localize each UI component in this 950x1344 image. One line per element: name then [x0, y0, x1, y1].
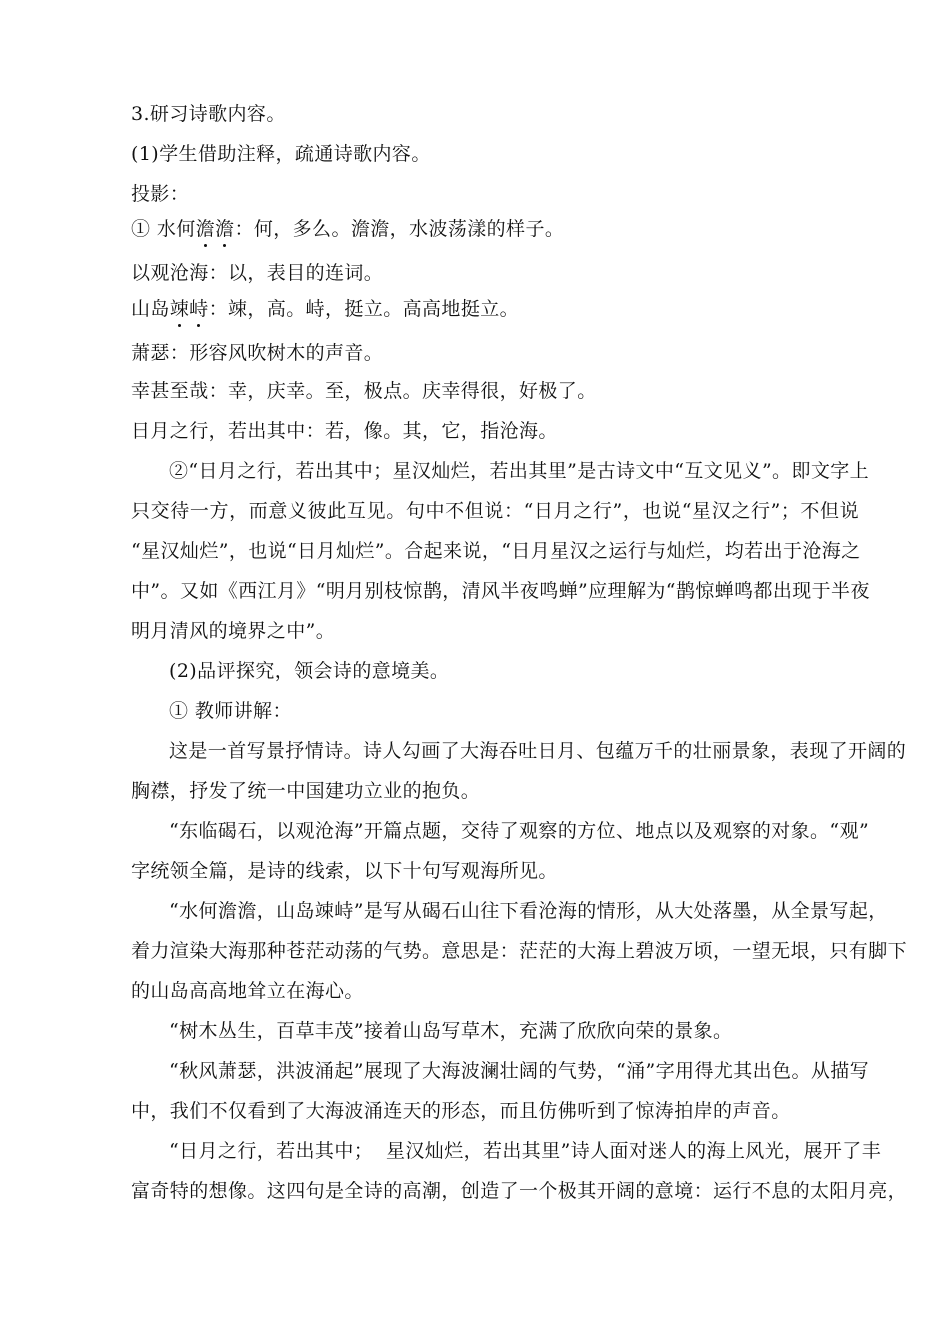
- paragraph-line: “水何澹澹，山岛竦峙”是写从碣石山往下看沧海的情形，从大处落墨，从全景写起，: [169, 900, 888, 922]
- paragraph-line: 着力渲染大海那种苍茫动荡的气势。意思是：茫茫的大海上碧波万顷，一望无垠，只有脚下: [131, 940, 908, 962]
- dotted-char: 峙: [189, 298, 209, 320]
- paragraph-line: “秋风萧瑟，洪波涌起”展现了大海波澜壮阔的气势，“涌”字用得尤其出色。从描写: [169, 1060, 870, 1082]
- subsection-heading: (2)品评探究，领会诗的意境美。: [169, 660, 450, 682]
- subsection-heading: (1)学生借助注释，疏通诗歌内容。: [131, 143, 431, 165]
- annotation-line: 以观沧海：以，表目的连词。: [131, 262, 384, 284]
- annotation-text: ：竦，高。峙，挺立。高高地挺立。: [208, 298, 520, 320]
- paragraph-line: “树木丛生，百草丰茂”接着山岛写草木，充满了欣欣向荣的景象。: [169, 1020, 733, 1042]
- paragraph-line: ②“日月之行，若出其中；星汉灿烂，若出其里”是古诗文中“互文见义”。即文字上: [169, 460, 870, 482]
- annotation-line: 日月之行，若出其中：若，像。其，它，指沧海。: [131, 420, 558, 442]
- annotation-line: [131, 218, 564, 240]
- annotation-text: ：何，多么。澹澹，水波荡漾的样子。: [234, 218, 565, 240]
- annotation-line: 幸甚至哉：幸，庆幸。至，极点。庆幸得很，好极了。: [131, 380, 597, 402]
- paragraph-line: 的山岛高高地耸立在海心。: [131, 980, 364, 1002]
- teacher-explain-label: ① 教师讲解：: [169, 700, 292, 722]
- annotation-prefix: 山岛: [131, 298, 170, 320]
- dotted-char: 澹: [195, 218, 216, 240]
- paragraph-line: 字统领全篇，是诗的线索，以下十句写观海所见。: [131, 860, 558, 882]
- paragraph-line: “星汉灿烂”，也说“日月灿烂”。合起来说，“日月星汉之运行与灿烂，均若出于沧海之: [131, 540, 861, 562]
- paragraph-line: “东临碣石，以观沧海”开篇点题，交待了观察的方位、地点以及观察的对象。“观”: [169, 820, 870, 842]
- paragraph-line: 富奇特的想像。这四句是全诗的高潮，创造了一个极其开阔的意境：运行不息的太阳月亮，: [131, 1180, 908, 1202]
- section-heading: 3.研习诗歌内容。: [131, 103, 286, 125]
- annotation-line: 萧瑟：形容风吹树木的声音。: [131, 342, 384, 364]
- paragraph-line: 明月清风的境界之中”。: [131, 620, 336, 642]
- paragraph-line: 只交待一方，而意义彼此互见。句中不但说：“日月之行”，也说“星汉之行”；不但说: [131, 500, 859, 522]
- paragraph-line: 这是一首写景抒情诗。诗人勾画了大海吞吐日月、包蕴万千的壮丽景象，表现了开阔的: [169, 740, 907, 762]
- paragraph-line: 胸襟，抒发了统一中国建功立业的抱负。: [131, 780, 481, 802]
- annotation-prefix: ① 水何: [131, 218, 196, 240]
- paragraph-line: 中”。又如《西江月》“明月别枝惊鹊，清风半夜鸣蝉”应理解为“鹊惊蝉鸣都出现于半夜: [131, 580, 870, 602]
- paragraph-line: “日月之行，若出其中； 星汉灿烂，若出其里”诗人面对迷人的海上风光，展开了丰: [169, 1140, 882, 1162]
- paragraph-line: 中，我们不仅看到了大海波涌连天的形态，而且仿佛听到了惊涛拍岸的声音。: [131, 1100, 791, 1122]
- dotted-char: 竦: [169, 298, 190, 320]
- dotted-char: 澹: [215, 218, 235, 240]
- projection-label: 投影：: [131, 183, 190, 205]
- annotation-line: [131, 298, 519, 320]
